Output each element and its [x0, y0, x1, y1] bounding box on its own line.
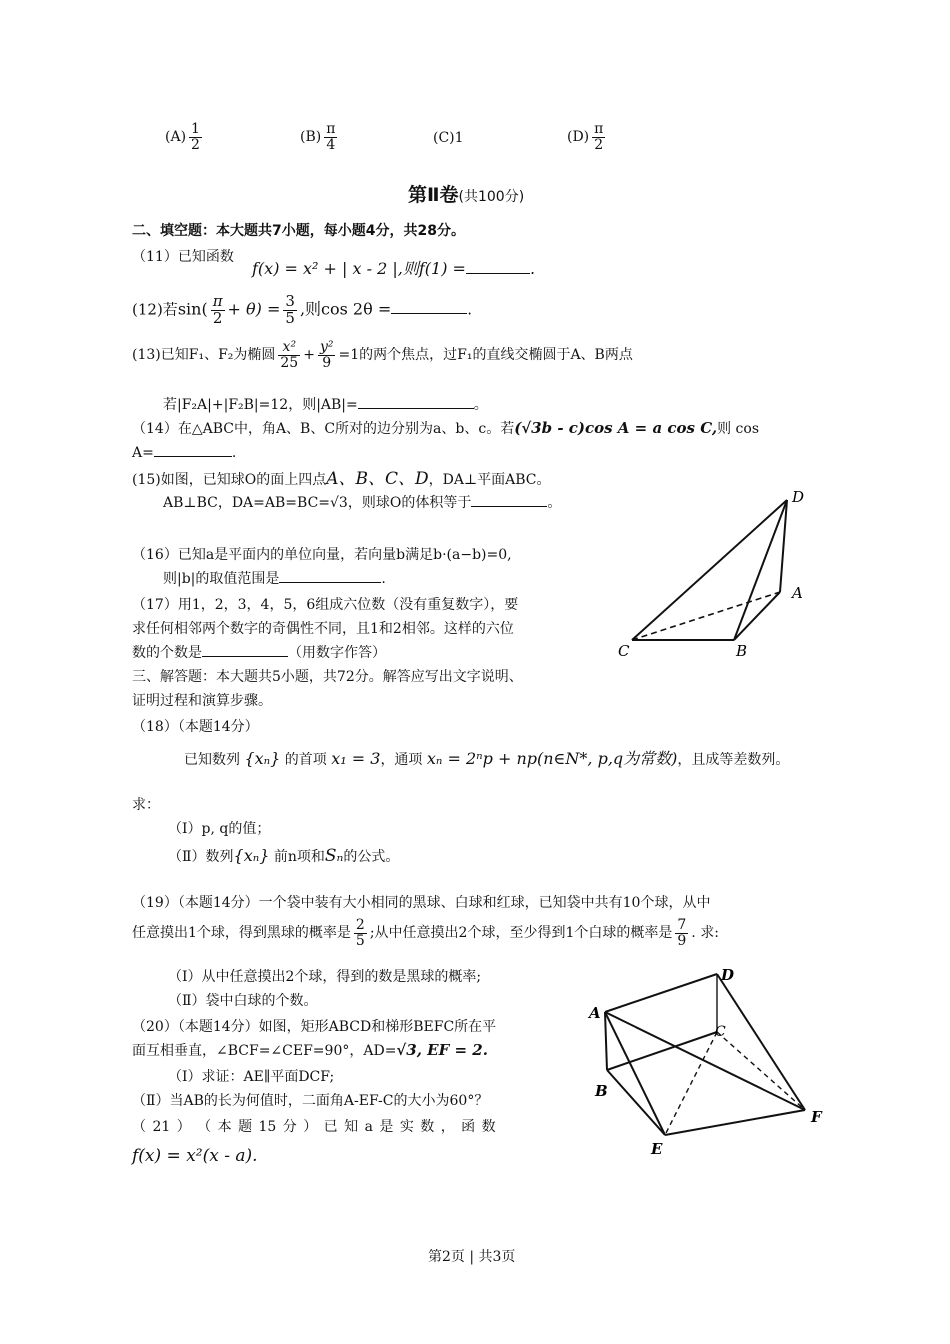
label-c: C [618, 642, 630, 660]
q17-line2: 求任何相邻两个数字的奇偶性不同，且1和2相邻。这样的六位 [132, 621, 514, 637]
q19-part1: （Ⅰ）从中任意摸出2个球，得到的数是黑球的概率; [168, 969, 482, 985]
option-c: (C)1 [433, 130, 464, 146]
section-title: 第Ⅱ卷(共100分) [408, 184, 525, 206]
q13-line1: (13)已知F₁、F₂为椭圆 $\frac{\text{x²}}{25}$ + $\frac{\text{y²}}{9}$ =1的两个焦点，过F₁的直线交椭圆于A、B两点 [132, 339, 633, 371]
option-d: (D) $\frac{\pi}{2}$ [567, 121, 604, 153]
q18-body: 已知数列 {xₙ} 的首项 x₁ = 3，通项 xₙ = 2ⁿp + np(n∈N*, p,q为常数)，且成等差数列。 [184, 749, 790, 768]
q18-head: （18）（本题14分） [132, 719, 259, 735]
label-b: B [736, 642, 748, 660]
q14-line2: A= . [132, 442, 236, 461]
q18-ask: 求： [132, 797, 160, 813]
q20-line2: 面互相垂直，∠BCF=∠CEF=90°，AD=√3, EF = 2. [132, 1041, 488, 1059]
q19-line2: 任意摸出1个球，得到黑球的概率是 $\frac{2}{5}$ ;从中任意摸出2个球，至少得到1个白球的概率是 $\frac{7}{9}$ . 求: [132, 917, 719, 949]
q11-formula: f(x) = x² + | x - 2 |,则f(1) = . [252, 259, 536, 278]
q16-line1: （16）已知a是平面内的单位向量，若向量b满足b·(a−b)=0, [132, 547, 512, 563]
q11: （11）已知函数 [132, 249, 234, 265]
q15-line1: (15)如图，已知球O的面上四点A、B、C、D，DA⊥平面ABC。 [132, 469, 551, 489]
label-a: A [792, 584, 803, 602]
q20-line1: （20）（本题14分）如图，矩形ABCD和梯形BEFC所在平 [132, 1019, 497, 1035]
label-f2: F [811, 1108, 822, 1126]
option-a: (A) $\frac{1}{2}$ [165, 121, 200, 153]
fill-heading: 二、填空题：本大题共7小题，每小题4分，共28分。 [132, 223, 465, 239]
label-c2: C [715, 1024, 726, 1040]
q14-line1: （14）在△ABC中，角A、B、C所对的边分别为a、b、c。若(√3b - c)cos A = a cos C,则 cos [132, 419, 760, 437]
option-b: (B) $\frac{\pi}{4}$ [300, 121, 336, 153]
q13-line2: 若|F₂A|+|F₂B|=12，则|AB|= 。 [163, 394, 488, 414]
q15-line2: AB⊥BC，DA=AB=BC=√3，则球O的体积等于 。 [163, 492, 561, 512]
label-d: D [792, 488, 805, 506]
solve-heading-1: 三、解答题：本大题共5小题，共72分。解答应写出文字说明、 [132, 669, 523, 685]
page-footer: 第2页 | 共3页 [428, 1249, 516, 1265]
solve-heading-2: 证明过程和演算步骤。 [132, 693, 272, 709]
q19-line1: （19）（本题14分）一个袋中装有大小相同的黑球、白球和红球，已知袋中共有10个球，从中 [132, 895, 711, 911]
q20-part1: （Ⅰ）求证：AE∥平面DCF; [168, 1069, 335, 1085]
q17-line1: （17）用1，2，3，4，5，6组成六位数（没有重复数字），要 [132, 597, 519, 613]
label-b2: B [595, 1082, 608, 1100]
q12: (12)若sin( $\frac{\pi}{2}$ + θ) = $\frac{3}{5}$ ,则cos 2θ = . [132, 292, 473, 327]
q16-line2: 则|b|的取值范围是 . [163, 568, 386, 588]
q19-part2: （Ⅱ）袋中白球的个数。 [168, 993, 318, 1009]
label-a2: A [589, 1004, 601, 1022]
tetrahedron-figure [612, 480, 822, 660]
q21-formula: f(x) = x²(x - a). [132, 1146, 258, 1166]
q18-part2: （Ⅱ）数列{xₙ} 前n项和Sₙ的公式。 [168, 846, 400, 866]
q20-part2: （Ⅱ）当AB的长为何值时，二面角A-EF-C的大小为60°？ [132, 1093, 489, 1109]
label-e2: E [651, 1140, 663, 1158]
q17-line3: 数的个数是 （用数字作答） [132, 642, 386, 662]
q18-part1: （Ⅰ）p, q的值； [168, 821, 271, 837]
label-d2: D [721, 966, 735, 984]
prism-figure [585, 960, 830, 1160]
q21-line1: （ 21 ） （ 本 题 15 分 ） 已 知 a 是 实 数 ， 函 数 [132, 1119, 496, 1135]
